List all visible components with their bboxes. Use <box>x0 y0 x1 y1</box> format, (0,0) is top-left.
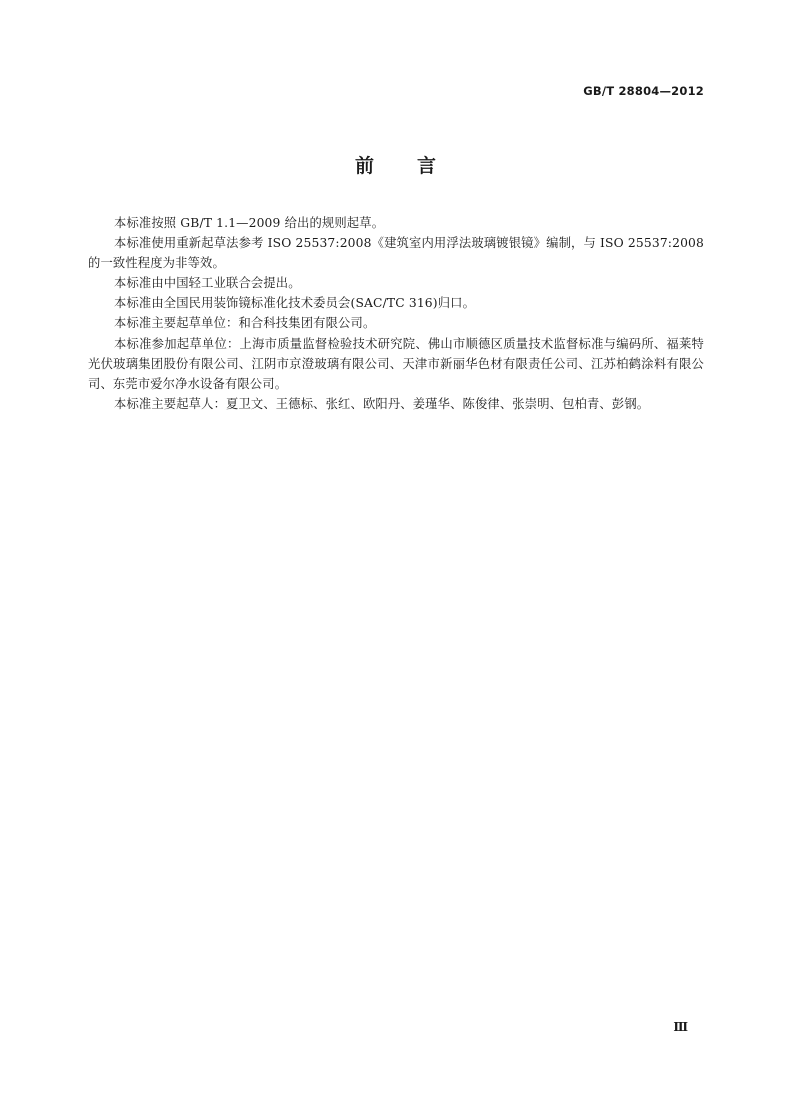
foreword-body <box>88 213 704 414</box>
standard-number: GB/T 28804—2012 <box>583 84 704 98</box>
paragraph-proposer: 本标准由中国轻工业联合会提出。 <box>114 276 301 291</box>
paragraph-reference-standard: 本标准使用重新起草法参考 ISO 25537:2008《建筑室内用浮法玻璃镀银镜》编制，与 ISO 25537:2008 的一致性程度为非等效。 <box>88 236 704 271</box>
paragraph-main-drafting-unit: 本标准主要起草单位：和合科技集团有限公司。 <box>114 316 376 331</box>
paragraph-drafting-rules: 本标准按照 GB/T 1.1—2009 给出的规则起草。 <box>114 216 385 230</box>
paragraph-participating-units: 本标准参加起草单位：上海市质量监督检验技术研究院、佛山市顺德区质量技术监督标准与编码所、福莱特光伏玻璃集团股份有限公司、江阴市京澄玻璃有限公司、天津市新丽华色材有限责任公司、江苏柏鹤涂料有限公司、东莞市爱尔净水设备有限公司。 <box>88 336 704 391</box>
paragraph-main-drafters: 本标准主要起草人：夏卫文、王德标、张红、欧阳丹、姜瑾华、陈俊律、张崇明、包柏青、彭钢。 <box>114 396 650 411</box>
page-number: Ⅲ <box>673 1020 688 1034</box>
title-char-1: 前 <box>354 155 375 177</box>
title-char-2: 言 <box>417 155 438 177</box>
paragraph-committee: 本标准由全国民用装饰镜标准化技术委员会(SAC/TC 316)归口。 <box>114 296 476 311</box>
page-title <box>0 151 792 178</box>
